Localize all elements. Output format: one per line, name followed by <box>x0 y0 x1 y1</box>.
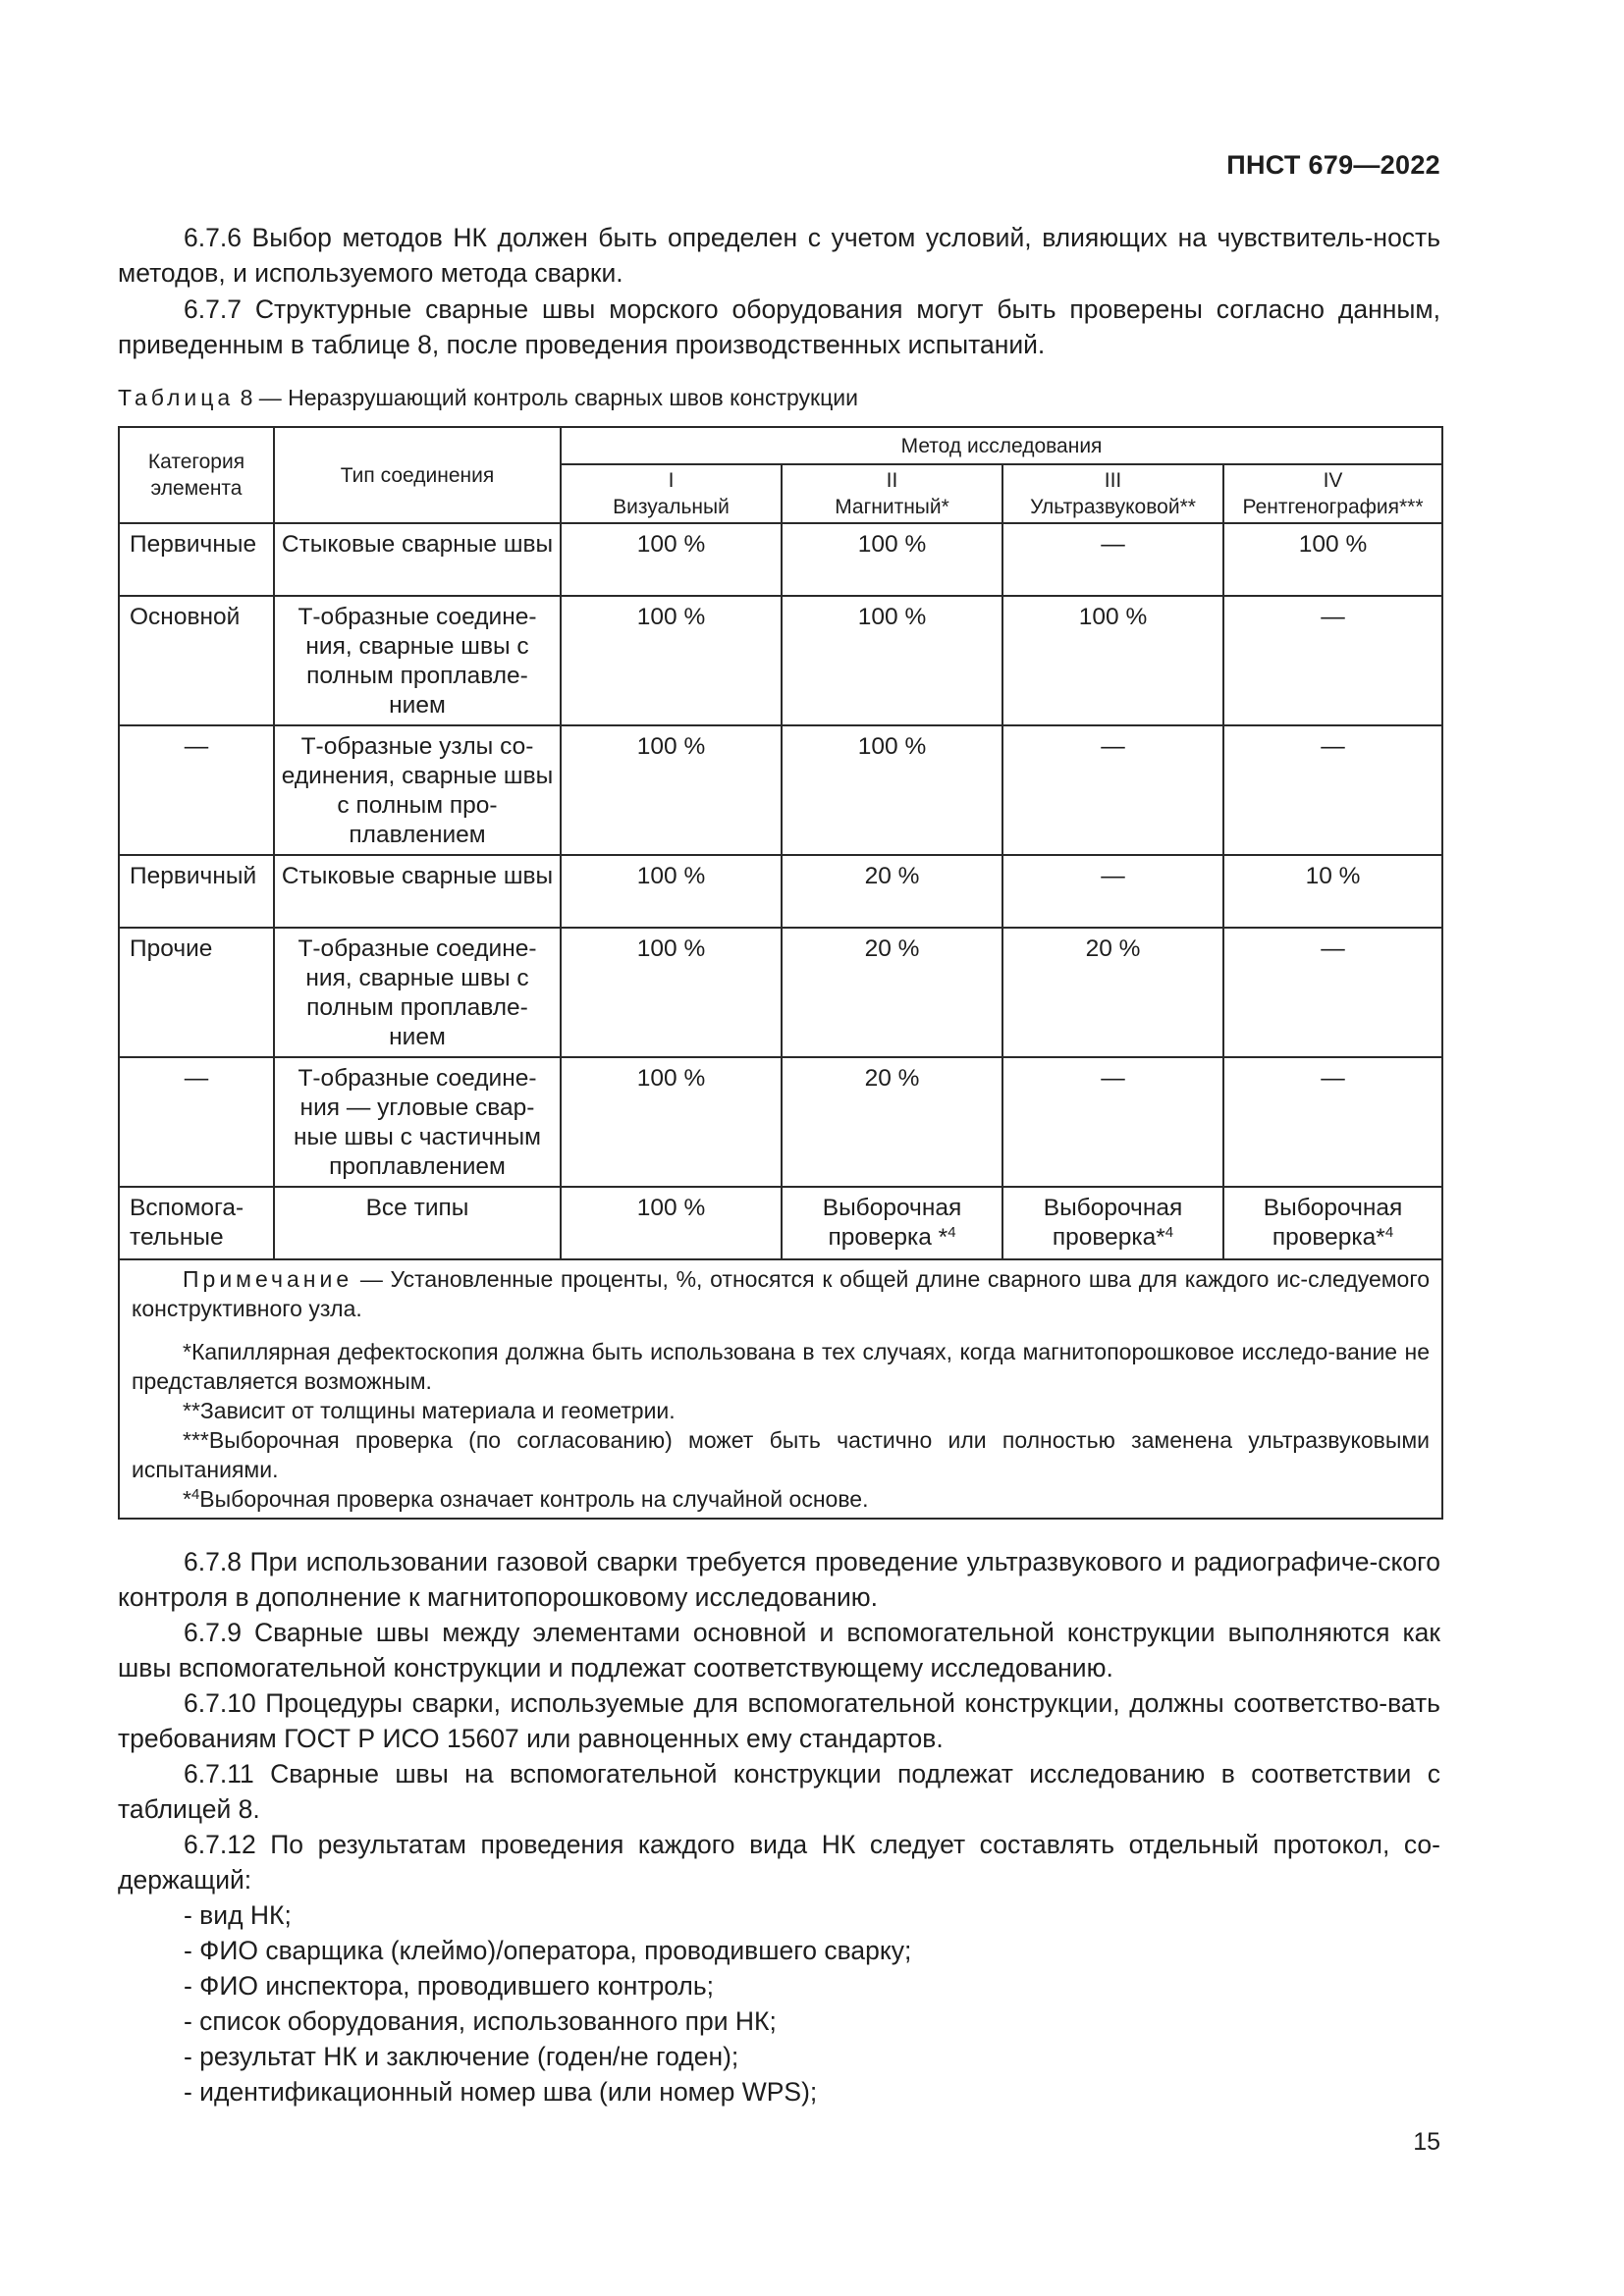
cell-category: Прочие <box>119 928 274 1057</box>
cell-radiography: 100 % <box>1223 523 1442 596</box>
header-method-ultrasonic: III Ультразвуковой** <box>1002 464 1223 523</box>
footnote-3: ***Выборочная проверка (по согласованию) может быть частично или полностью заменена ультразвуковыми испытаниями. <box>132 1427 1431 1482</box>
cell-magnetic: 20 % <box>782 1057 1002 1187</box>
footnote-marker: 4 <box>947 1224 956 1241</box>
table-notes <box>119 1259 1442 1519</box>
cell-radiography: — <box>1223 1057 1442 1187</box>
cell-ultrasonic: — <box>1002 523 1223 596</box>
cell-category: — <box>119 1057 274 1187</box>
cell-joint: Т-образные соедине-ния, сварные швы с полным проплавле-нием <box>274 928 561 1057</box>
footnote-marker: 4 <box>1384 1224 1394 1241</box>
cell-visual: 100 % <box>561 725 782 855</box>
cell-visual: 100 % <box>561 596 782 725</box>
cell-radiography: — <box>1223 928 1442 1057</box>
cell-visual: 100 % <box>561 855 782 928</box>
footnote-1: *Капиллярная дефектоскопия должна быть использована в тех случаях, когда магнитопорошковое исследо-вание не представляется возможным. <box>132 1339 1431 1394</box>
cell-category: — <box>119 725 274 855</box>
cell-category: Первичные <box>119 523 274 596</box>
table-row <box>119 523 1442 596</box>
cell-radiography: Выборочная проверка*$^4$ <box>1223 1187 1442 1259</box>
cell-joint: Т-образные соедине-ния, сварные швы с полным проплавле-нием <box>274 596 561 725</box>
table-row <box>119 1187 1442 1259</box>
paragraph-6-7-12: 6.7.12 По результатам проведения каждого вида НК следует составлять отдельный протокол, со-держащий: <box>118 1830 1440 1895</box>
cell-magnetic: 20 % <box>782 855 1002 928</box>
header-category: Категория элемента <box>119 427 274 523</box>
cell-joint: Все типы <box>274 1187 561 1259</box>
cell-joint: Т-образные соедине-ния — угловые свар-ные швы с частичным проплавлением <box>274 1057 561 1187</box>
cell-ultrasonic: Выборочная проверка*$^4$ <box>1002 1187 1223 1259</box>
list-item: - идентификационный номер шва (или номер WPS); <box>184 2077 818 2107</box>
cell-joint: Стыковые сварные швы <box>274 855 561 928</box>
cell-visual: 100 % <box>561 928 782 1057</box>
cell-radiography: — <box>1223 596 1442 725</box>
cell-radiography: — <box>1223 725 1442 855</box>
cell-radiography: 10 % <box>1223 855 1442 928</box>
cell-ultrasonic: — <box>1002 1057 1223 1187</box>
table-row <box>119 725 1442 855</box>
header-method-radiography: IV Рентгенография*** <box>1223 464 1442 523</box>
header-method-group: Метод исследования <box>561 427 1442 464</box>
cell-ultrasonic: — <box>1002 725 1223 855</box>
cell-magnetic: 100 % <box>782 523 1002 596</box>
cell-magnetic: 20 % <box>782 928 1002 1057</box>
cell-magnetic: Выборочная проверка *$^4$ <box>782 1187 1002 1259</box>
cell-magnetic: 100 % <box>782 725 1002 855</box>
cell-category: Вспомога-тельные <box>119 1187 274 1259</box>
document-code: ПНСТ 679—2022 <box>1226 150 1440 180</box>
paragraph-6-7-6: 6.7.6 Выбор методов НК должен быть определен с учетом условий, влияющих на чувствитель-ность методов, и используемого метода сварки. <box>118 223 1440 288</box>
footnote-4: *$^4$Выборочная проверка означает контроль на случайной основе. <box>183 1486 869 1512</box>
cell-visual: 100 % <box>561 1187 782 1259</box>
list-item: - ФИО сварщика (клеймо)/оператора, проводившего сварку; <box>184 1936 912 1965</box>
page-number: 15 <box>1413 2128 1440 2156</box>
cell-ultrasonic: 100 % <box>1002 596 1223 725</box>
table-note-row <box>119 1259 1442 1519</box>
cell-joint: Стыковые сварные швы <box>274 523 561 596</box>
cell-ultrasonic: 20 % <box>1002 928 1223 1057</box>
cell-category: Основной <box>119 596 274 725</box>
cell-joint: Т-образные узлы со-единения, сварные швы с полным про-плавлением <box>274 725 561 855</box>
footnote-marker: 4 <box>1164 1224 1174 1241</box>
paragraph-6-7-9: 6.7.9 Сварные швы между элементами основной и вспомогательной конструкции выполняются как швы вспомогательной конструкции и подлежат соответствующему исследованию. <box>118 1618 1440 1682</box>
paragraph-6-7-10: 6.7.10 Процедуры сварки, используемые для вспомогательной конструкции, должны соответство-вать требованиям ГОСТ Р ИСО 15607 или равноценных ему стандартов. <box>118 1688 1440 1753</box>
cell-visual: 100 % <box>561 1057 782 1187</box>
header-method-visual: I Визуальный <box>561 464 782 523</box>
table-row <box>119 596 1442 725</box>
footnote-2: **Зависит от толщины материала и геометрии. <box>183 1398 676 1423</box>
ndt-table <box>118 426 1443 1520</box>
table-row <box>119 1057 1442 1187</box>
table-caption: Таблица 8 — Неразрушающий контроль сварных швов конструкции <box>118 385 858 410</box>
cell-category: Первичный <box>119 855 274 928</box>
header-joint-type: Тип соединения <box>274 427 561 523</box>
list-item: - результат НК и заключение (годен/не годен); <box>184 2042 739 2071</box>
paragraph-6-7-8: 6.7.8 При использовании газовой сварки требуется проведение ультразвукового и радиографиче-ского контроля в дополнение к магнитопорошковому исследованию. <box>118 1547 1440 1612</box>
paragraph-6-7-11: 6.7.11 Сварные швы на вспомогательной конструкции подлежат исследованию в соответствии с таблицей 8. <box>118 1759 1440 1824</box>
cell-magnetic: 100 % <box>782 596 1002 725</box>
list-item: - список оборудования, использованного при НК; <box>184 2006 777 2036</box>
note-main: Примечание — Установленные проценты, %, относятся к общей длине сварного шва для каждого ис-следуемого конструктивного узла. <box>132 1266 1431 1321</box>
list-item: - вид НК; <box>184 1900 292 1930</box>
table-row <box>119 928 1442 1057</box>
header-method-magnetic: II Магнитный* <box>782 464 1002 523</box>
list-item: - ФИО инспектора, проводившего контроль; <box>184 1971 715 2001</box>
paragraph-6-7-7: 6.7.7 Структурные сварные швы морского оборудования могут быть проверены согласно данным, приведенным в таблице 8, после проведения производственных испытаний. <box>118 294 1440 359</box>
table-row <box>119 855 1442 928</box>
cell-ultrasonic: — <box>1002 855 1223 928</box>
cell-visual: 100 % <box>561 523 782 596</box>
